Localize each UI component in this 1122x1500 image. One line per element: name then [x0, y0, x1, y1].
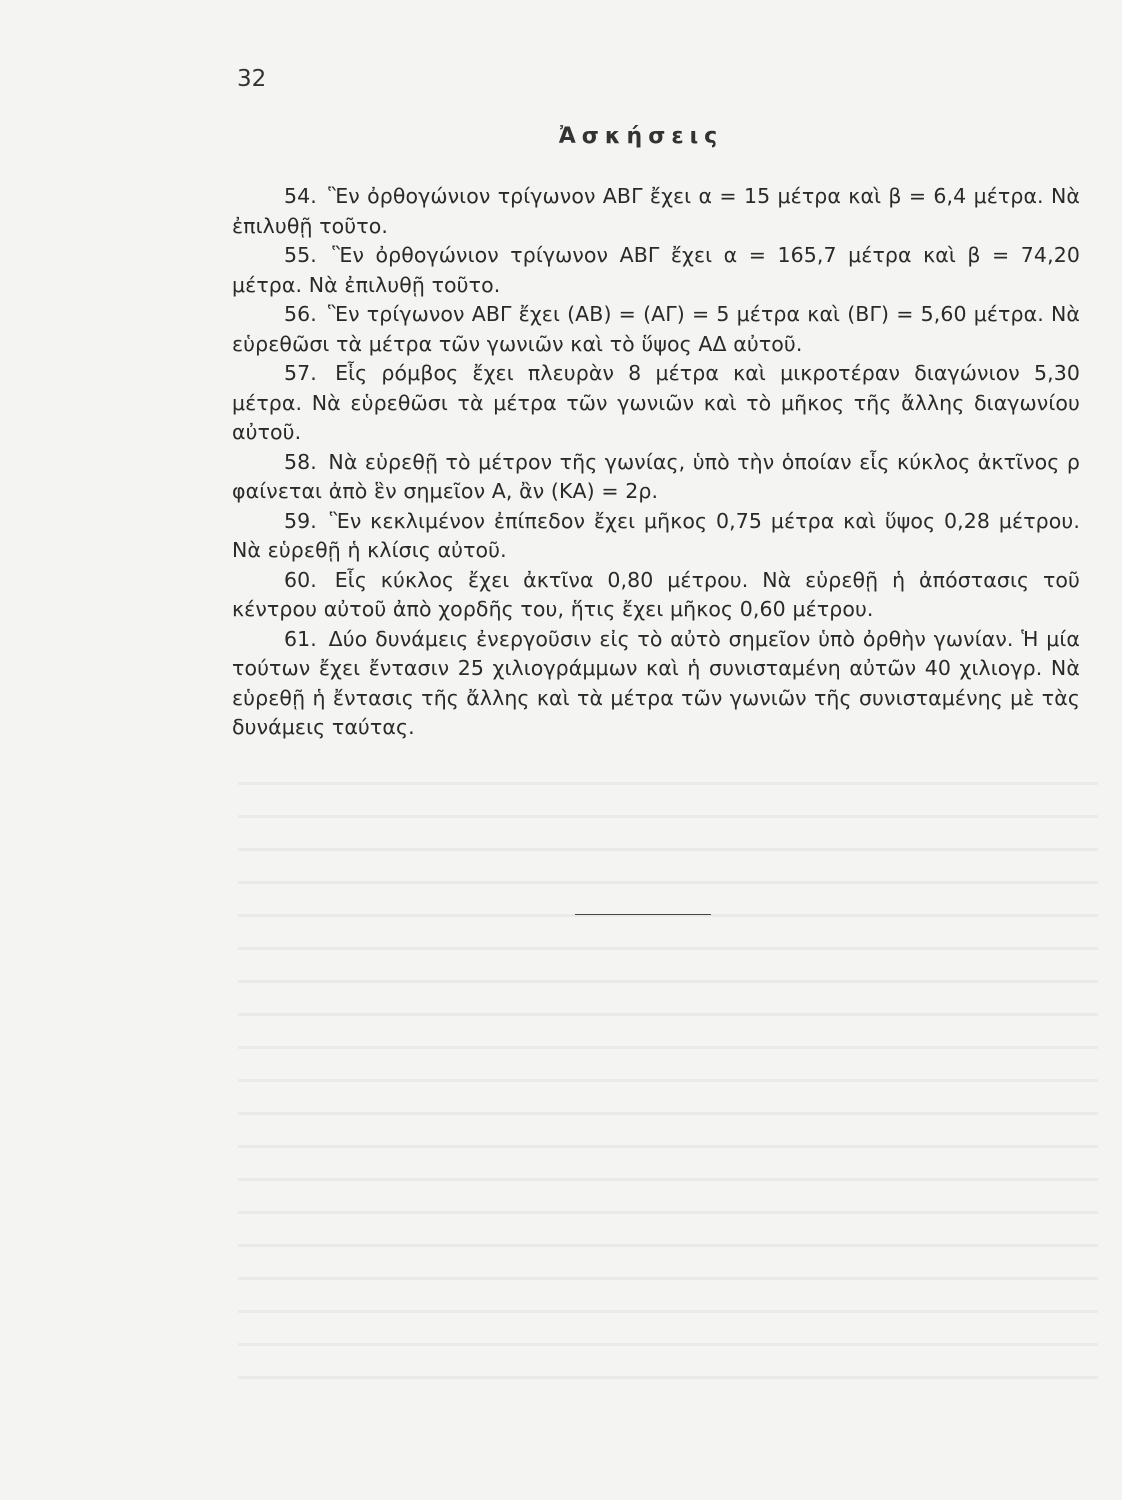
- exercise-number: 54.: [284, 184, 317, 208]
- exercise-number: 59.: [284, 508, 317, 533]
- page-number: 32: [237, 66, 267, 92]
- exercise-text: Ἓν κεκλιμένον ἐπίπεδον ἔχει μῆκος 0,75 μέτρα καὶ ὕψος 0,28 μέτρου. Νὰ εὑρεθῇ ἡ κλίσις αὐτοῦ.: [232, 508, 1080, 562]
- exercise-text: Ἓν ὀρθογώνιον τρίγωνον ΑΒΓ ἔχει α = 15 μέτρα καὶ β = 6,4 μέτρα. Νὰ ἐπιλυθῇ τοῦτο.: [232, 184, 1080, 238]
- exercise-number: 61.: [284, 626, 317, 651]
- exercise-item: [232, 566, 1080, 625]
- exercise-number: 58.: [284, 449, 317, 474]
- section-divider: [575, 914, 711, 915]
- exercise-item: [232, 241, 1080, 300]
- exercise-text: Νὰ εὑρεθῇ τὸ μέτρον τῆς γωνίας, ὑπὸ τὴν ὁποίαν εἷς κύκλος ἀκτῖνος ρ φαίνεται ἀπὸ ἓν σημεῖον Α, ἂν (ΚΑ) = 2ρ.: [232, 449, 1080, 503]
- exercise-item: [232, 507, 1080, 566]
- exercise-number: 60.: [284, 567, 317, 592]
- exercise-item: [232, 359, 1080, 448]
- exercise-item: [232, 300, 1080, 359]
- exercise-number: 55.: [284, 243, 317, 267]
- exercise-text: Εἷς ρόμβος ἔχει πλευρὰν 8 μέτρα καὶ μικροτέραν διαγώνιον 5,30 μέτρα. Νὰ εὑρεθῶσι τὰ μέτρα τῶν γωνιῶν καὶ τὸ μῆκος τῆς ἄλλης διαγωνίου αὐτοῦ.: [232, 361, 1080, 444]
- exercise-text: Δύο δυνάμεις ἐνεργοῦσιν εἰς τὸ αὐτὸ σημεῖον ὑπὸ ὀρθὴν γωνίαν. Ἡ μία τούτων ἔχει ἔντασιν 25 χιλιογράμμων καὶ ἡ συνισταμένη αὐτῶν 40 χιλιογρ. Νὰ εὑρεθῇ ἡ ἔντασις τῆς ἄλλης καὶ τὰ μέτρα τῶν γωνιῶν τῆς συνισταμένης μὲ τὰς δυνάμεις ταύτας.: [232, 626, 1080, 739]
- exercise-item: [232, 625, 1080, 743]
- exercise-text: Ἓν ὀρθογώνιον τρίγωνον ΑΒΓ ἔχει α = 165,7 μέτρα καὶ β = 74,20 μέτρα. Νὰ ἐπιλυθῇ τοῦτο.: [232, 243, 1080, 297]
- exercise-text: Ἓν τρίγωνον ΑΒΓ ἔχει (ΑΒ) = (ΑΓ) = 5 μέτρα καὶ (ΒΓ) = 5,60 μέτρα. Νὰ εὑρεθῶσι τὰ μέτρα τῶν γωνιῶν καὶ τὸ ὕψος ΑΔ αὐτοῦ.: [232, 302, 1081, 356]
- exercise-item: [232, 448, 1080, 507]
- show-through-texture: [238, 760, 1098, 1400]
- exercise-list: [232, 182, 1080, 743]
- exercise-number: 57.: [284, 361, 317, 385]
- exercise-text: Εἷς κύκλος ἔχει ἀκτῖνα 0,80 μέτρου. Νὰ εὑρεθῇ ἡ ἀπόστασις τοῦ κέντρου αὐτοῦ ἀπὸ χορδῆς του, ἥτις ἔχει μῆκος 0,60 μέτρου.: [232, 567, 1080, 621]
- exercise-item: [232, 182, 1080, 241]
- exercise-number: 56.: [284, 302, 317, 326]
- section-heading: Ἀσκήσεις: [558, 124, 724, 149]
